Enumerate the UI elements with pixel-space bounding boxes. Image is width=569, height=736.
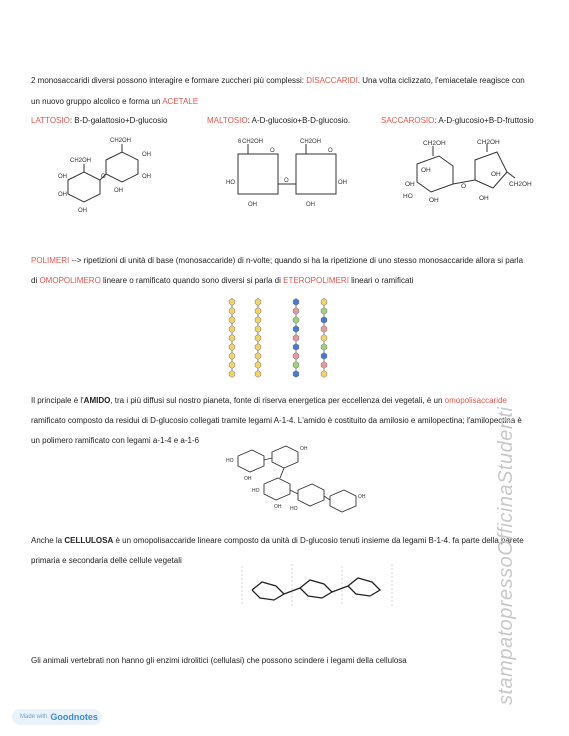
lactose-structure	[48, 132, 168, 222]
monomer-bead	[229, 326, 235, 333]
polymers-text-2a: di	[31, 276, 40, 285]
maltose-structure	[224, 136, 354, 216]
monomer-bead	[293, 362, 299, 369]
omopolimero-term: OMOPOLIMERO	[39, 276, 101, 285]
made-with-label: Made with	[20, 714, 48, 720]
suc-ch2oh-1: CH2OH	[423, 140, 446, 147]
suc-ch2oh-3: CH2OH	[509, 181, 532, 188]
lattosio-name: LATTOSIO	[31, 116, 70, 125]
saccarosio-desc: : A-D-glucosio+B-D-fruttosio	[434, 116, 534, 125]
monomer-bead	[293, 308, 299, 315]
polymers-text-2e: lineari o ramificati	[348, 276, 414, 285]
monomer-bead	[229, 344, 235, 351]
lac-oh-6: OH	[114, 188, 123, 194]
monomer-bead	[229, 353, 235, 360]
intro-text-c: . Una volta ciclizzato, l'emiacetale reagisce con	[357, 76, 525, 85]
omopolisaccaride-term: omopolisaccaride	[444, 396, 507, 405]
goodnotes-badge[interactable]	[12, 709, 102, 725]
intro-text-a: 2 monosaccaridi diversi possono interagire e formare zuccheri più complessi:	[31, 76, 307, 85]
suc-oh-2: OH	[421, 167, 431, 174]
amy-ho-2: HO	[252, 488, 260, 494]
monomer-bead	[293, 317, 299, 324]
monomer-bead	[321, 362, 327, 369]
monomer-bead	[321, 344, 327, 351]
saccarosio-label	[381, 116, 534, 126]
mal-ch2oh-1: CH2OH	[242, 139, 264, 145]
polymers-text-1b: --> ripetizioni di unità di base (monosaccaride) di n-volte; quando si ha la ripetizione di uno stesso monosaccaride allora si parla	[69, 256, 524, 265]
mal-o-link: O	[284, 178, 289, 184]
starch-text-1c: , tra i più diffusi sul nostro pianeta, fonte di riserva energetica per eccellenza dei vegetali, è un	[110, 396, 445, 405]
intro-text-2a: un nuovo gruppo alcolico e forma un	[31, 97, 163, 106]
amy-ho-3: HO	[290, 506, 298, 512]
monomer-bead	[321, 308, 327, 315]
saccarosio-name: SACCAROSIO	[381, 116, 435, 125]
lac-oh-2: OH	[58, 192, 67, 198]
monomer-bead	[293, 344, 299, 351]
maltosio-label	[207, 116, 350, 126]
monomer-bead	[255, 362, 261, 369]
amy-oh-3: OH	[274, 504, 282, 510]
mal-o-ring-1: O	[270, 148, 275, 154]
monomer-bead	[293, 353, 299, 360]
starch-line-3: un polimero ramificato con legami a-1-4 e a-1-6	[31, 436, 200, 445]
monomer-bead	[321, 371, 327, 378]
mal-ch2oh-2: CH2OH	[300, 139, 322, 145]
lac-oh-3: OH	[78, 208, 87, 214]
mal-oh-2: OH	[306, 202, 315, 208]
amylopectin-structure	[218, 440, 368, 518]
disaccaridi-term: DISACCARIDI	[306, 76, 358, 85]
suc-ho-1: HO	[403, 193, 413, 200]
suc-oh-4: OH	[491, 171, 501, 178]
lac-oh-1: OH	[58, 174, 67, 180]
intro-line-2	[31, 97, 198, 107]
starch-line-1	[31, 396, 507, 406]
lac-oh-5: OH	[142, 174, 151, 180]
mal-o-ring-2: O	[328, 148, 333, 154]
cellulose-text-1a: Anche la	[31, 536, 65, 545]
cellulose-structure	[232, 560, 412, 610]
mal-c6: 6	[238, 139, 242, 145]
suc-oh-1: OH	[405, 181, 415, 188]
cellulose-line-1	[31, 536, 524, 546]
polymers-text-2c: lineare o ramificato quando sono diversi si parla di	[100, 276, 284, 285]
mal-oh-1: OH	[248, 202, 257, 208]
monomer-bead	[255, 344, 261, 351]
monomer-bead	[229, 299, 235, 306]
amy-oh-2: OH	[300, 446, 308, 452]
monomer-bead	[255, 326, 261, 333]
closing-line: Gli animali vertebrati non hanno gli enzimi idrolitici (cellulasi) che possono scindere i legami della cellulosa	[31, 656, 407, 665]
monomer-bead	[321, 353, 327, 360]
intro-line-1	[31, 76, 525, 86]
monomer-bead	[255, 353, 261, 360]
monomer-bead	[229, 308, 235, 315]
monomer-bead	[229, 362, 235, 369]
suc-oh-5: OH	[479, 195, 489, 202]
lattosio-label	[31, 116, 167, 126]
monomer-bead	[321, 335, 327, 342]
lac-oh-4: OH	[142, 152, 151, 158]
polymer-chains-illustration	[222, 296, 342, 380]
monomer-bead	[255, 371, 261, 378]
acetale-term: ACETALE	[162, 97, 199, 106]
monomer-bead	[293, 371, 299, 378]
monomer-bead	[321, 299, 327, 306]
suc-oh-3: OH	[429, 197, 439, 204]
watermark: stampatopressoOfficinaStudenti	[495, 406, 517, 705]
polymers-line-1	[31, 256, 523, 266]
lac-o-1: O	[101, 174, 106, 180]
mal-oh-3: OH	[338, 180, 347, 186]
goodnotes-brand: Goodnotes	[50, 712, 98, 722]
monomer-bead	[321, 326, 327, 333]
monomer-bead	[229, 371, 235, 378]
maltosio-desc: : A-D-glucosio+B-D-glucosio.	[247, 116, 351, 125]
lac-ch2oh-1: CH2OH	[70, 158, 92, 164]
polimeri-term: POLIMERI	[31, 256, 70, 265]
suc-o-link: O	[461, 183, 467, 190]
monomer-bead	[255, 317, 261, 324]
mal-ho-1: HO	[226, 180, 235, 186]
cellulose-line-2: primaria e secondaria delle cellule vegetali	[31, 556, 182, 565]
sucrose-structure	[403, 138, 533, 216]
monomer-bead	[293, 335, 299, 342]
monomer-bead	[293, 299, 299, 306]
cellulose-text-1c: è un omopolisaccaride lineare composto da unità di D-glucosio tenuti insieme da legami B-1-4. fa parte della parete	[113, 536, 524, 545]
amy-ho-1: HO	[226, 458, 234, 464]
eteropolimeri-term: ETEROPOLIMERI	[283, 276, 349, 285]
lac-ch2oh-2: CH2OH	[110, 138, 132, 144]
suc-ch2oh-2: CH2OH	[477, 139, 500, 146]
amy-oh-4: OH	[358, 494, 366, 500]
starch-line-2: ramificato composto da residui di D-glucosio collegati tramite legami A-1-4. L'amido è costituito da amilosio e amilopectina; l'amilopectina è	[31, 416, 522, 425]
cellulosa-term: CELLULOSA	[64, 536, 114, 545]
monomer-bead	[229, 317, 235, 324]
amido-term: AMIDO	[83, 396, 111, 405]
monomer-bead	[229, 335, 235, 342]
starch-text-1a: Il principale è l'	[31, 396, 84, 405]
monomer-bead	[255, 299, 261, 306]
monomer-bead	[255, 308, 261, 315]
maltosio-name: MALTOSIO	[207, 116, 248, 125]
polymers-line-2	[31, 276, 413, 286]
lattosio-desc: : B-D-galattosio+D-glucosio	[69, 116, 168, 125]
amy-oh-1: OH	[244, 476, 252, 482]
monomer-bead	[321, 317, 327, 324]
monomer-bead	[293, 326, 299, 333]
monomer-bead	[255, 335, 261, 342]
